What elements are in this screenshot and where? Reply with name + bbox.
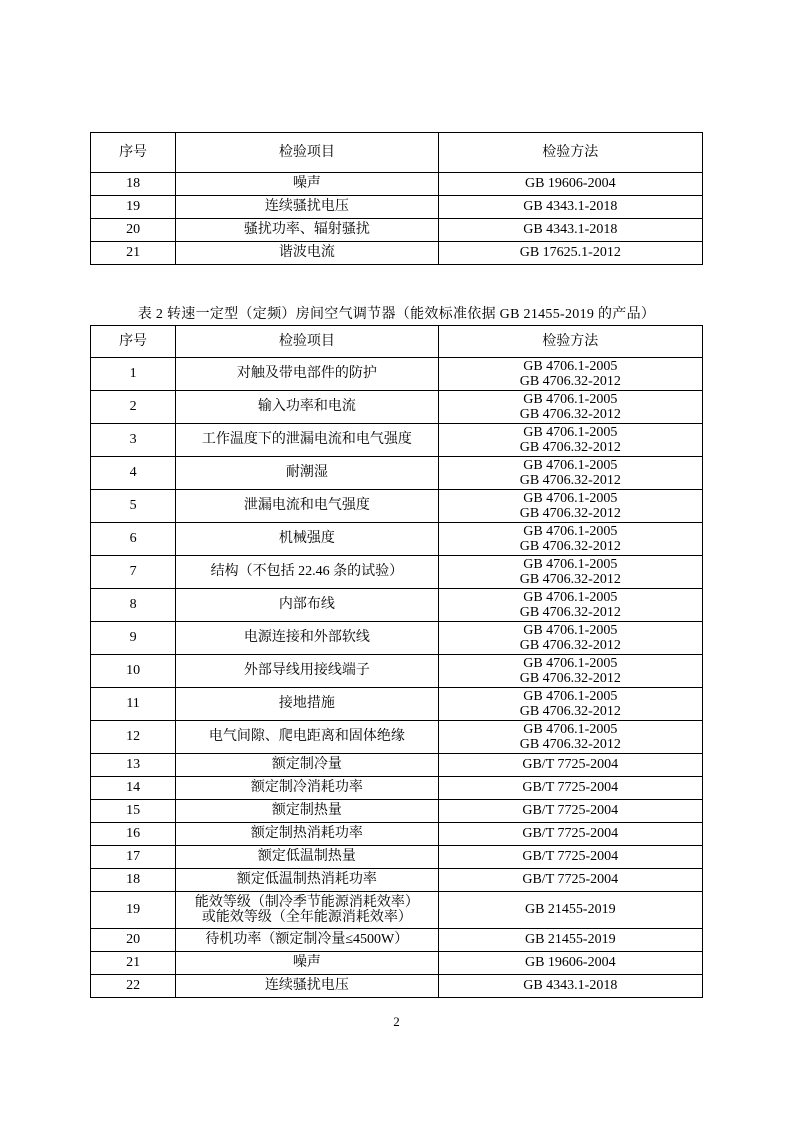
- row-index: 15: [91, 800, 176, 823]
- row-test-method: GB/T 7725-2004: [438, 777, 702, 800]
- row-index: 13: [91, 754, 176, 777]
- row-test-method: GB/T 7725-2004: [438, 823, 702, 846]
- table-row: [91, 457, 703, 490]
- row-test-item: 内部布线: [176, 589, 438, 622]
- table-row: [91, 556, 703, 589]
- row-test-method: [438, 490, 702, 523]
- row-test-method-line: GB 4706.1-2005: [523, 392, 618, 407]
- table-row: [91, 869, 703, 892]
- test-items-table-1: [90, 132, 703, 265]
- row-test-method-line: GB 4706.1-2005: [523, 656, 618, 671]
- table-row: [91, 242, 703, 265]
- row-test-method-line: GB 4706.1-2005: [523, 722, 618, 737]
- row-test-item: 泄漏电流和电气强度: [176, 490, 438, 523]
- row-test-method: [438, 523, 702, 556]
- row-index: 1: [91, 358, 176, 391]
- row-test-item: 结构（不包括 22.46 条的试验）: [176, 556, 438, 589]
- row-test-method-line: GB 4706.32-2012: [519, 440, 621, 455]
- row-index: 18: [91, 173, 176, 196]
- row-test-item: 机械强度: [176, 523, 438, 556]
- row-test-item: 额定制冷量: [176, 754, 438, 777]
- row-test-item: 连续骚扰电压: [176, 975, 438, 998]
- row-index: 20: [91, 929, 176, 952]
- row-index: 17: [91, 846, 176, 869]
- row-test-item: 噪声: [176, 952, 438, 975]
- row-test-method: GB/T 7725-2004: [438, 754, 702, 777]
- row-test-method: [438, 556, 702, 589]
- row-test-method: GB 4343.1-2018: [438, 196, 702, 219]
- table-row: [91, 219, 703, 242]
- row-test-method: GB 17625.1-2012: [438, 242, 702, 265]
- row-test-method-line: GB 4706.1-2005: [523, 425, 618, 440]
- row-test-item: 电气间隙、爬电距离和固体绝缘: [176, 721, 438, 754]
- row-test-item: [176, 892, 438, 929]
- row-test-method-line: GB 4706.32-2012: [519, 671, 621, 686]
- row-test-item: 输入功率和电流: [176, 391, 438, 424]
- table-row: [91, 391, 703, 424]
- row-test-method: [438, 622, 702, 655]
- table-row: [91, 424, 703, 457]
- row-test-method-line: GB 4706.1-2005: [523, 557, 618, 572]
- row-test-method: GB 4343.1-2018: [438, 975, 702, 998]
- row-index: 11: [91, 688, 176, 721]
- row-test-method: [438, 457, 702, 490]
- row-test-method: [438, 655, 702, 688]
- row-index: 22: [91, 975, 176, 998]
- row-index: 12: [91, 721, 176, 754]
- row-test-method-line: GB 4706.32-2012: [519, 473, 621, 488]
- row-index: 21: [91, 952, 176, 975]
- row-test-item: 待机功率（额定制冷量≤4500W）: [176, 929, 438, 952]
- row-test-item: 电源连接和外部软线: [176, 622, 438, 655]
- header-item: 检验项目: [176, 133, 438, 173]
- table-row: [91, 589, 703, 622]
- row-test-item: 谐波电流: [176, 242, 438, 265]
- row-test-method: GB 19606-2004: [438, 952, 702, 975]
- row-test-method: [438, 358, 702, 391]
- row-test-method-line: GB 4706.1-2005: [523, 359, 618, 374]
- table-row: [91, 721, 703, 754]
- table-row: [91, 523, 703, 556]
- table-row: [91, 490, 703, 523]
- row-index: 20: [91, 219, 176, 242]
- row-index: 19: [91, 892, 176, 929]
- row-test-item: 骚扰功率、辐射骚扰: [176, 219, 438, 242]
- row-test-item-line: 能效等级（制冷季节能源消耗效率）: [194, 895, 419, 910]
- table-2-caption: 表 2 转速一定型（定频）房间空气调节器（能效标准依据 GB 21455-2019 的产品）: [137, 307, 656, 322]
- row-test-method-line: GB 4706.32-2012: [519, 605, 621, 620]
- row-test-item: 额定低温制热量: [176, 846, 438, 869]
- row-test-method-line: GB 4706.1-2005: [523, 689, 618, 704]
- row-test-method: GB/T 7725-2004: [438, 800, 702, 823]
- row-test-method: [438, 688, 702, 721]
- row-test-item: 外部导线用接线端子: [176, 655, 438, 688]
- table-header-row: [91, 133, 703, 173]
- row-index: 19: [91, 196, 176, 219]
- table-row: [91, 777, 703, 800]
- row-test-method: GB 19606-2004: [438, 173, 702, 196]
- row-test-item: 接地措施: [176, 688, 438, 721]
- table-row: [91, 358, 703, 391]
- table-row: [91, 975, 703, 998]
- row-test-method: [438, 721, 702, 754]
- row-test-method-line: GB 4706.1-2005: [523, 491, 618, 506]
- row-index: 3: [91, 424, 176, 457]
- row-test-item: 额定制热量: [176, 800, 438, 823]
- table-row: [91, 952, 703, 975]
- page-number: 2: [393, 1014, 400, 1029]
- table-header-row: [91, 326, 703, 358]
- table-row: [91, 688, 703, 721]
- row-test-method: GB 21455-2019: [438, 892, 702, 929]
- row-test-method: GB 4343.1-2018: [438, 219, 702, 242]
- header-method: 检验方法: [438, 133, 702, 173]
- row-test-method-line: GB 4706.1-2005: [523, 623, 618, 638]
- row-test-method-line: GB 4706.32-2012: [519, 572, 621, 587]
- row-index: 9: [91, 622, 176, 655]
- row-test-method-line: GB 4706.32-2012: [519, 638, 621, 653]
- row-test-method-line: GB 4706.32-2012: [519, 407, 621, 422]
- row-test-method: [438, 424, 702, 457]
- row-index: 14: [91, 777, 176, 800]
- row-test-item: 耐潮湿: [176, 457, 438, 490]
- row-test-method-line: GB 4706.32-2012: [519, 539, 621, 554]
- row-test-item: 额定制冷消耗功率: [176, 777, 438, 800]
- table-row: [91, 929, 703, 952]
- table-row: [91, 846, 703, 869]
- row-test-item: 额定低温制热消耗功率: [176, 869, 438, 892]
- header-index: 序号: [91, 326, 176, 358]
- row-test-method: GB 21455-2019: [438, 929, 702, 952]
- row-test-method: GB/T 7725-2004: [438, 869, 702, 892]
- row-test-item: 额定制热消耗功率: [176, 823, 438, 846]
- row-index: 4: [91, 457, 176, 490]
- header-index: 序号: [91, 133, 176, 173]
- row-test-method-line: GB 4706.1-2005: [523, 524, 618, 539]
- table-row: [91, 823, 703, 846]
- row-test-item-line: 或能效等级（全年能源消耗效率）: [201, 910, 412, 925]
- row-index: 2: [91, 391, 176, 424]
- header-method: 检验方法: [438, 326, 702, 358]
- header-item: 检验项目: [176, 326, 438, 358]
- row-index: 21: [91, 242, 176, 265]
- row-test-method-line: GB 4706.32-2012: [519, 374, 621, 389]
- row-test-item: 工作温度下的泄漏电流和电气强度: [176, 424, 438, 457]
- row-test-method: [438, 589, 702, 622]
- row-test-item: 连续骚扰电压: [176, 196, 438, 219]
- row-index: 10: [91, 655, 176, 688]
- row-index: 16: [91, 823, 176, 846]
- row-test-method-line: GB 4706.32-2012: [519, 704, 621, 719]
- table-row: [91, 800, 703, 823]
- row-test-method: [438, 391, 702, 424]
- table-row: [91, 196, 703, 219]
- row-test-method-line: GB 4706.1-2005: [523, 458, 618, 473]
- row-test-method-line: GB 4706.1-2005: [523, 590, 618, 605]
- table-row: [91, 622, 703, 655]
- row-index: 6: [91, 523, 176, 556]
- table-row: [91, 892, 703, 929]
- test-items-table-2: [90, 325, 703, 998]
- row-index: 5: [91, 490, 176, 523]
- table-row: [91, 655, 703, 688]
- row-test-method: GB/T 7725-2004: [438, 846, 702, 869]
- table-row: [91, 754, 703, 777]
- row-test-method-line: GB 4706.32-2012: [519, 506, 621, 521]
- row-index: 7: [91, 556, 176, 589]
- row-test-item: 对触及带电部件的防护: [176, 358, 438, 391]
- row-index: 8: [91, 589, 176, 622]
- row-test-item: 噪声: [176, 173, 438, 196]
- row-index: 18: [91, 869, 176, 892]
- row-test-method-line: GB 4706.32-2012: [519, 737, 621, 752]
- table-row: [91, 173, 703, 196]
